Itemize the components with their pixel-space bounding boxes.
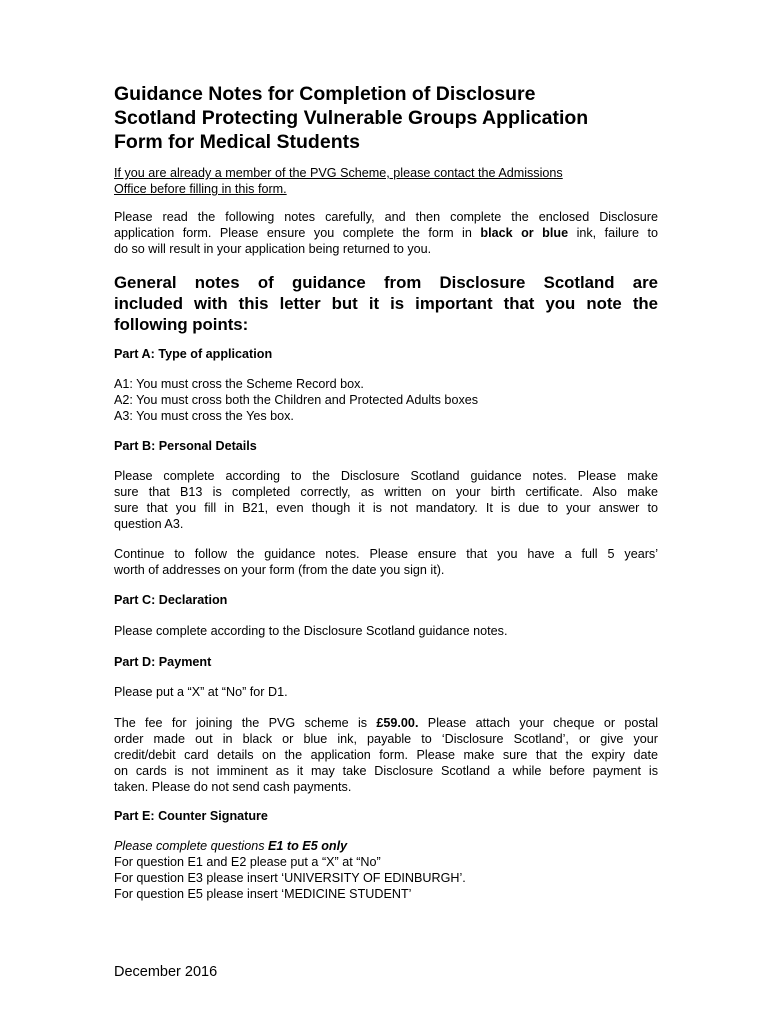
list-item: For question E5 please insert ‘MEDICINE STUDENT’ [114,886,412,901]
part-c-text [114,624,658,640]
part-b-line: question A3. [114,516,184,531]
title-line-3: Form for Medical Students [114,131,360,153]
intro-line-2a: application form. Please ensure you complete the form in [114,225,481,240]
intro-line-2c: ink, failure to [568,225,658,240]
general-notes-heading [114,272,658,335]
part-d-fee-paragraph [114,716,658,796]
ink-colour-emphasis: black or blue [480,225,569,240]
part-e-list [114,839,658,903]
part-a-heading: Part A: Type of application [114,347,273,361]
part-c-line: Please complete according to the Disclosure Scotland guidance notes. [114,624,508,638]
part-b-paragraph-2 [114,547,658,579]
title-line-1: Guidance Notes for Completion of Disclosure [114,83,536,105]
fee-line: credit/debit card details on the application form. Please make sure that the expiry date [114,747,658,762]
general-line-2: included with this letter but it is important that you note the [114,294,658,313]
part-d-text [114,685,658,701]
list-item: A2: You must cross both the Children and Protected Adults boxes [114,392,479,407]
fee-line: on cards is not imminent as it may take Disclosure Scotland a while before payment is [114,763,658,778]
general-line-1: General notes of guidance from Disclosure Scotland are [114,273,658,292]
general-line-3: following points: [114,315,249,334]
part-d-line: Please put a “X” at “No” for D1. [114,685,288,699]
part-b-line: Please complete according to the Disclosure Scotland guidance notes. Please make [114,469,658,483]
fee-line: taken. Please do not send cash payments. [114,779,352,794]
part-b-line: sure that B13 is completed correctly, as written on your birth certificate. Also make [114,484,658,499]
intro-paragraph [114,210,658,258]
part-e-instruction-text: Please complete questions [114,839,269,853]
part-e-range: E1 to E5 only [268,839,348,853]
pvg-member-notice [114,165,658,197]
part-b-line: worth of addresses on your form (from the date you sign it). [114,562,445,577]
part-d-heading: Part D: Payment [114,655,212,669]
page-title [114,82,658,154]
part-b-paragraph-1 [114,469,658,533]
intro-line-1: Please read the following notes carefully, and then complete the enclosed Disclosure [114,210,658,224]
fee-text-a: The fee for joining the PVG scheme is [114,716,377,730]
footer-date: December 2016 [114,964,218,980]
notice-line-2: Office before filling in this form. [114,182,287,196]
part-b-heading: Part B: Personal Details [114,439,257,453]
intro-line-3: do so will result in your application being returned to you. [114,241,432,256]
fee-line-1 [114,716,658,732]
part-e-instruction [114,839,658,855]
fee-text-c: Please attach your cheque or postal [418,716,658,730]
list-item: A1: You must cross the Scheme Record box. [114,377,364,391]
part-b-line: sure that you fill in B21, even though it is not mandatory. It is due to your answer to [114,500,658,515]
title-line-2: Scotland Protecting Vulnerable Groups Application [114,107,589,129]
fee-amount: £59.00. [376,716,419,730]
part-e-heading: Part E: Counter Signature [114,809,268,823]
notice-line-1: If you are already a member of the PVG Scheme, please contact the Admissions [114,166,563,180]
fee-line: order made out in black or blue ink, payable to ‘Disclosure Scotland’, or give your [114,731,658,746]
list-item: For question E1 and E2 please put a “X” at “No” [114,854,381,869]
part-b-line: Continue to follow the guidance notes. Please ensure that you have a full 5 years’ [114,547,658,561]
part-a-list [114,377,658,425]
list-item: A3: You must cross the Yes box. [114,408,294,423]
intro-line-2 [114,226,658,242]
list-item: For question E3 please insert ‘UNIVERSITY OF EDINBURGH’. [114,870,466,885]
part-c-heading: Part C: Declaration [114,593,228,607]
